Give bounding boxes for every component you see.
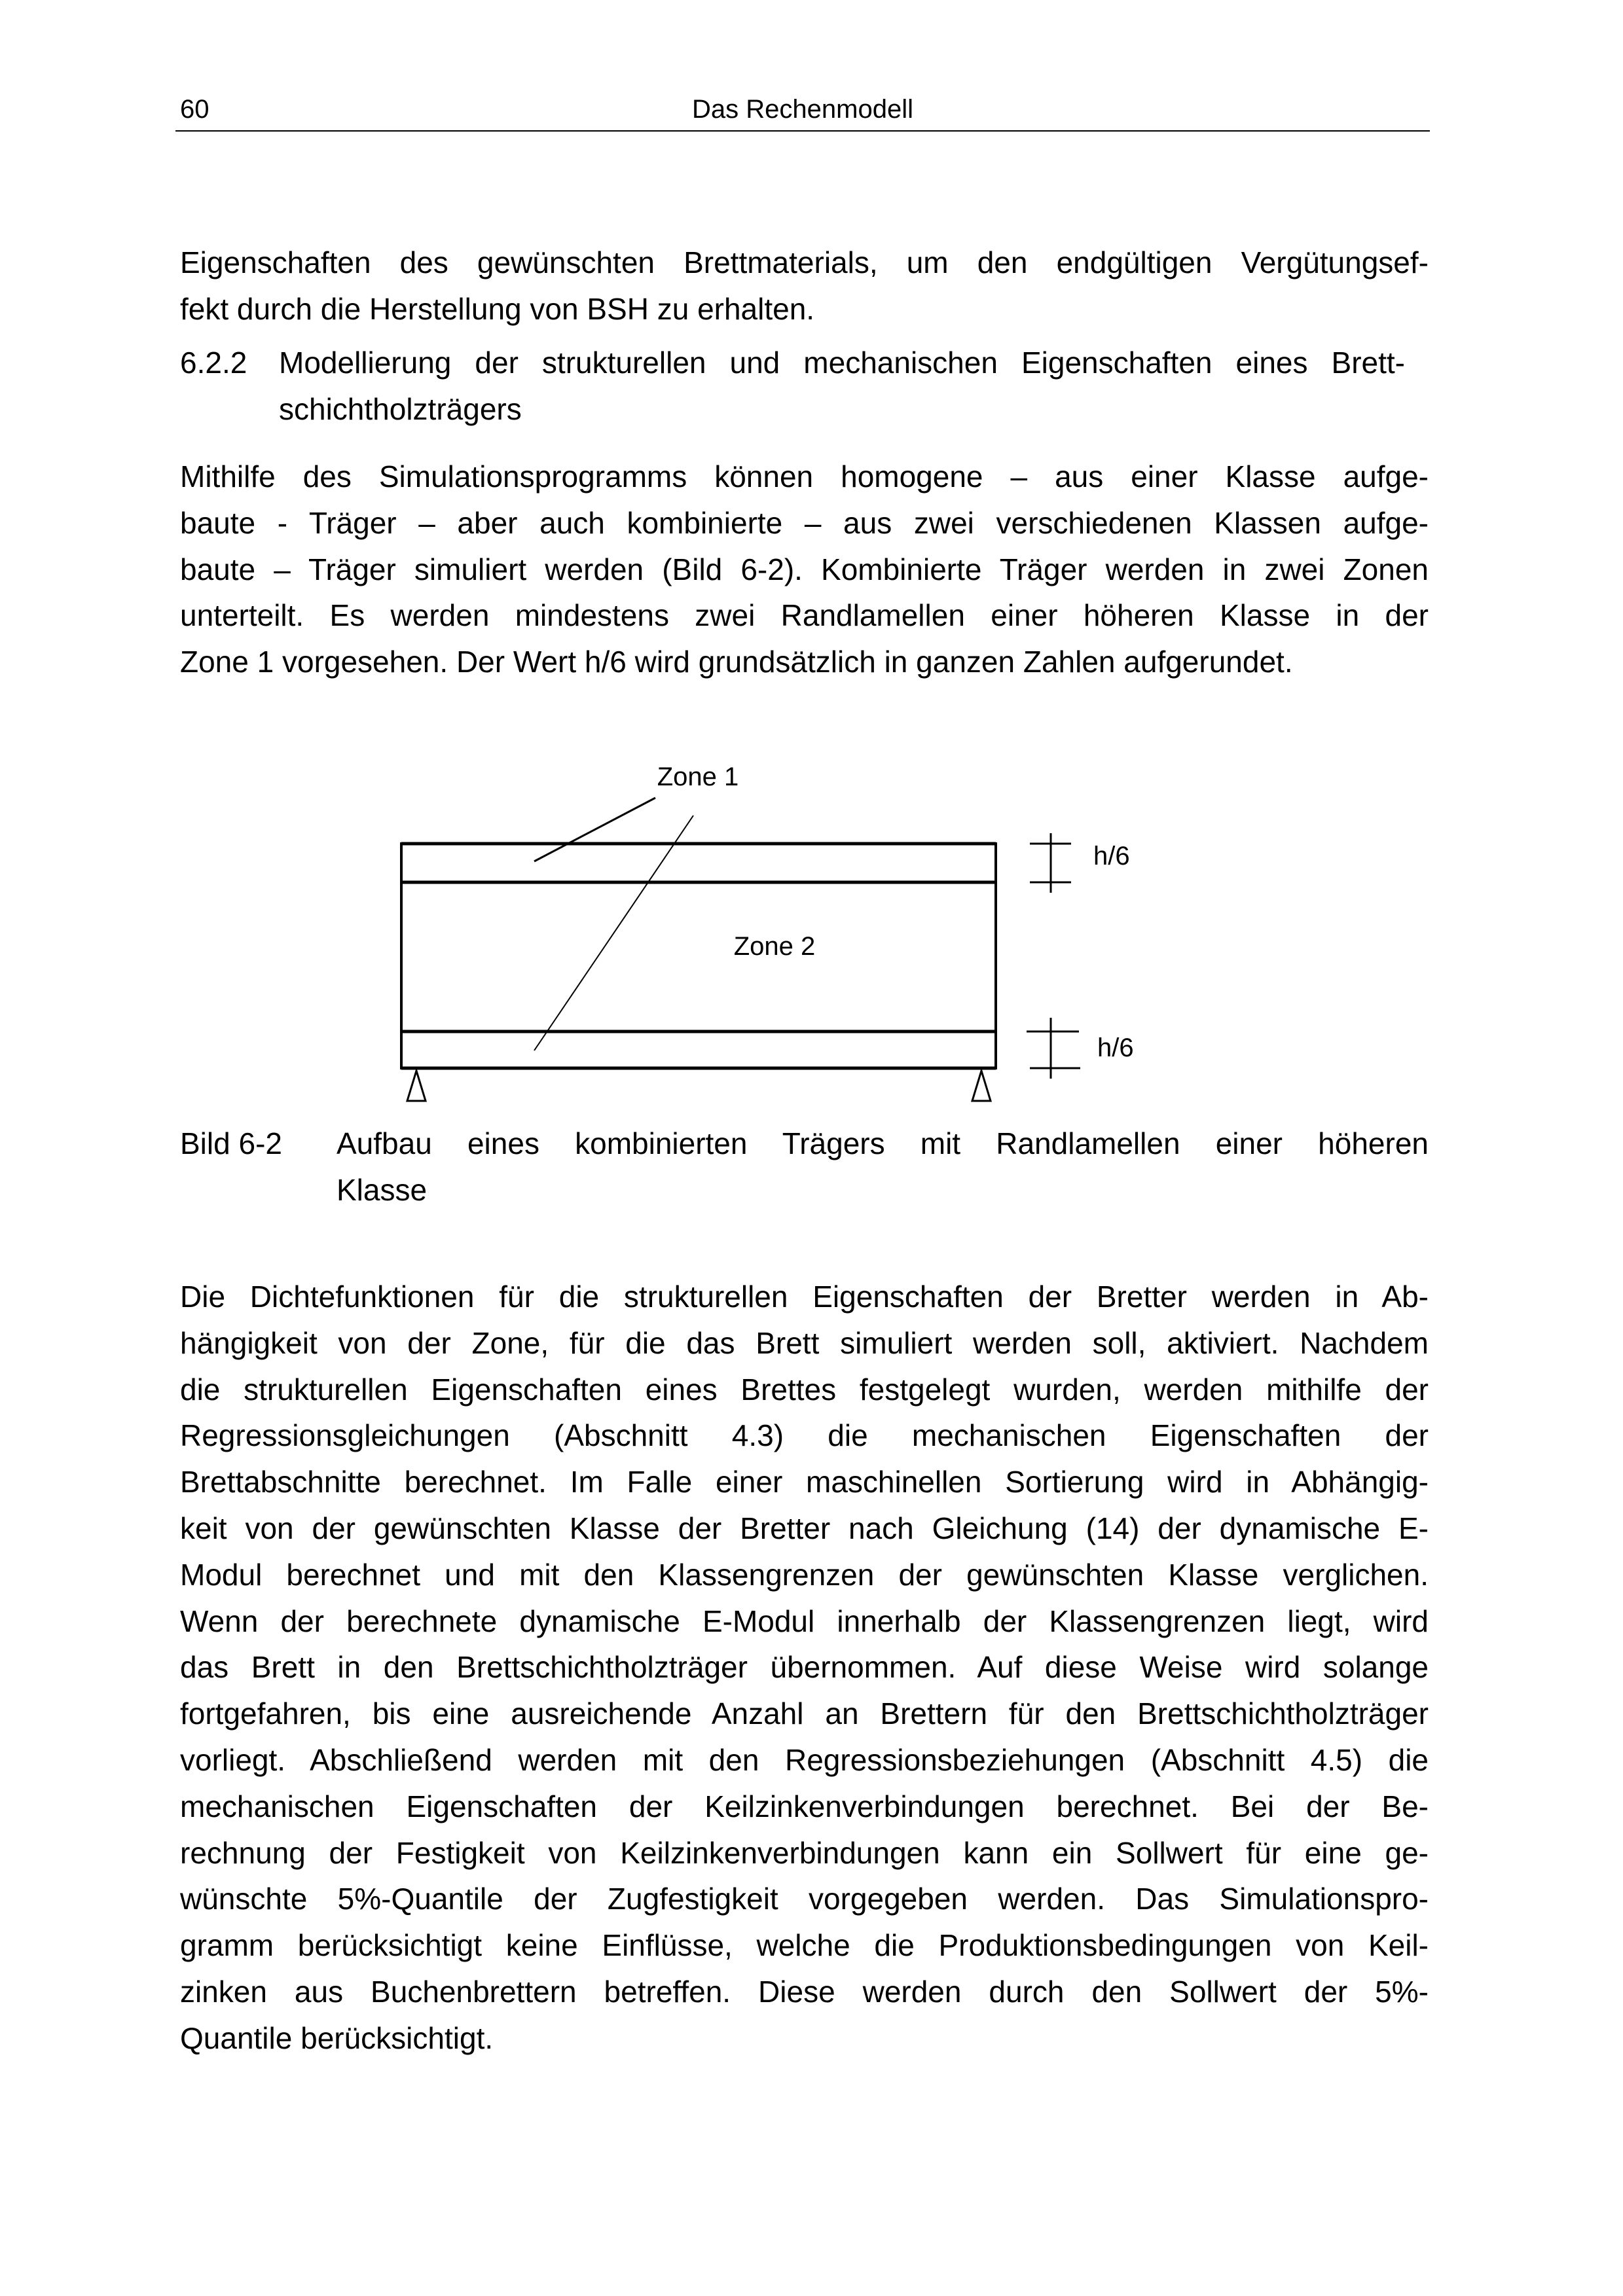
zone2-label: Zone 2 xyxy=(733,932,816,961)
text-line: mechanischen Eigenschaften der Keilzinkenverbindungen berechnet. Bei der Be- xyxy=(180,1789,1429,1823)
text-line: Modellierung der strukturellen und mechanischen Eigenschaften eines Brett- xyxy=(279,346,1405,380)
dimension-top xyxy=(1030,833,1071,893)
page-number: 60 xyxy=(180,95,210,124)
text-line: Wenn der berechnete dynamische E-Modul innerhalb der Klassengrenzen liegt, wird xyxy=(180,1604,1429,1638)
leader-line-top xyxy=(534,798,655,861)
dimension-bottom xyxy=(1027,1018,1080,1079)
support-right-icon xyxy=(972,1071,991,1101)
text-line: das Brett in den Brettschichtholzträger übernommen. Auf diese Weise wird solange xyxy=(180,1650,1429,1685)
text-line: baute – Träger simuliert werden (Bild 6-2). Kombinierte Träger werden in zwei Zonen xyxy=(180,552,1429,586)
text-line: Brettabschnitte berechnet. Im Falle einer maschinellen Sortierung wird in Abhängig- xyxy=(180,1465,1429,1499)
text-line: fekt durch die Herstellung von BSH zu erhalten. xyxy=(180,291,815,326)
running-title: Das Rechenmodell xyxy=(692,95,913,124)
dimension-bottom-label: h/6 xyxy=(1097,1033,1134,1062)
text-line: wünschte 5%-Quantile der Zugfestigkeit vorgegeben werden. Das Simulationspro- xyxy=(180,1882,1429,1916)
text-line: Klasse xyxy=(337,1172,428,1207)
text-line: keit von der gewünschten Klasse der Bretter nach Gleichung (14) der dynamische E- xyxy=(180,1511,1429,1545)
text-line: Aufbau eines kombinierten Trägers mit Randlamellen einer höheren xyxy=(337,1126,1429,1160)
text-line: Mithilfe des Simulationsprogramms können homogene – aus einer Klasse aufge- xyxy=(180,459,1429,493)
support-left-icon xyxy=(407,1071,426,1101)
text-line: Quantile berücksichtigt. xyxy=(180,2020,494,2055)
text-line: unterteilt. Es werden mindestens zwei Randlamellen einer höheren Klasse in der xyxy=(180,598,1429,633)
text-line: baute - Träger – aber auch kombinierte – aus zwei verschiedenen Klassen aufge- xyxy=(180,505,1429,540)
text-line: Eigenschaften des gewünschten Brettmaterials, um den endgültigen Vergütungsef- xyxy=(180,245,1429,279)
text-line: gramm berücksichtigt keine Einflüsse, welche die Produktionsbedingungen von Keil- xyxy=(180,1928,1429,1963)
text-line: zinken aus Buchenbrettern betreffen. Diese werden durch den Sollwert der 5%- xyxy=(180,1974,1429,2009)
section-number: 6.2.2 xyxy=(180,346,247,380)
figure-caption-label: Bild 6-2 xyxy=(180,1126,282,1160)
text-line: hängigkeit von der Zone, für die das Brett simuliert werden soll, aktiviert. Nachdem xyxy=(180,1325,1429,1360)
text-line: Modul berechnet und mit den Klassengrenzen der gewünschten Klasse verglichen. xyxy=(180,1557,1429,1592)
text-line: Die Dichtefunktionen für die strukturellen Eigenschaften der Bretter werden in Ab- xyxy=(180,1280,1429,1314)
dimension-top-label: h/6 xyxy=(1093,842,1130,870)
zone1-label: Zone 1 xyxy=(657,762,739,791)
text-line: vorliegt. Abschließend werden mit den Regressionsbeziehungen (Abschnitt 4.5) die xyxy=(180,1742,1429,1777)
text-line: schichtholzträgers xyxy=(279,391,522,426)
leader-line-bottom xyxy=(534,816,693,1050)
text-line: die strukturellen Eigenschaften eines Brettes festgelegt wurden, werden mithilfe der xyxy=(180,1372,1429,1407)
figure-caption xyxy=(337,1121,1429,1213)
text-line: rechnung der Festigkeit von Keilzinkenverbindungen kann ein Sollwert für eine ge- xyxy=(180,1835,1429,1870)
beam-outline xyxy=(401,844,996,1068)
text-line: Zone 1 vorgesehen. Der Wert h/6 wird grundsätzlich in ganzen Zahlen aufgerundet. xyxy=(180,645,1293,679)
paragraph-3 xyxy=(180,1274,1429,2062)
text-line: fortgefahren, bis eine ausreichende Anzahl an Brettern für den Brettschichtholzträger xyxy=(180,1696,1429,1731)
text-line: Regressionsgleichungen (Abschnitt 4.3) die mechanischen Eigenschaften der xyxy=(180,1418,1429,1453)
